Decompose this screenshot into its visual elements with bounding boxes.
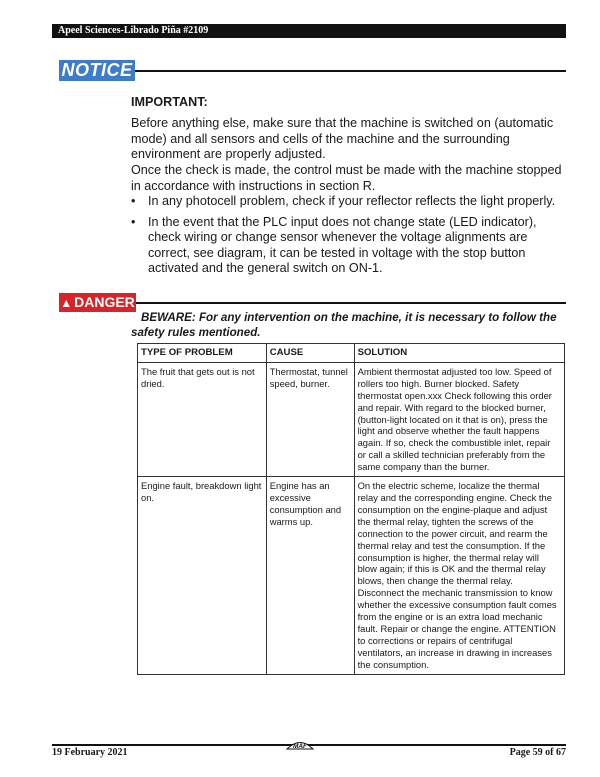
notice-divider (135, 70, 566, 72)
danger-label: DANGER (74, 294, 135, 310)
solution-cell: On the electric scheme, localize the thermal relay and the corresponding engine. Check the consumption on the engine-plaque and adjust the thermal relay, tighten the screws of the connection to the power circuit, and rearm the thermal relay and test the consumption. If the consumption is higher, the thermal relay will blow again; if this is OK and the thermal relay blows, then change the thermal relay. Disconnect the mechanic transmission to know whether the excessive consumption fault comes from the engine or is an extra load mechanic fault. Repair or change the engine. ATTENTION to corrections or repairs of centrifugal ventilators, an increase in drawing in increases the consumption. (354, 477, 564, 675)
page-header (52, 24, 566, 38)
problem-cell: The fruit that gets out is not dried. (138, 362, 267, 476)
danger-divider (136, 302, 566, 304)
bullet-text: In any photocell problem, check if your reflector reflects the light properly. (148, 194, 556, 208)
troubleshooting-table (137, 343, 565, 675)
notice-paragraph: Before anything else, make sure that the machine is switched on (automatic mode) and all sensors and cells of the machine and the surrounding environment are properly adjusted. (131, 116, 554, 161)
bullet-icon: • (131, 194, 136, 208)
notice-paragraph: Once the check is made, the control must be made with the machine stopped in accordance with instructions in section R. (131, 163, 562, 193)
beware-warning: BEWARE: For any intervention on the machine, it is necessary to follow the safety rules mentioned. (131, 311, 557, 339)
page-number: Page 59 of 67 (509, 747, 566, 758)
table-header-row (138, 344, 565, 363)
cause-cell: Thermostat, tunnel speed, burner. (266, 362, 354, 476)
column-header: TYPE OF PROBLEM (138, 344, 267, 363)
danger-badge (59, 293, 136, 312)
table-row (138, 362, 565, 476)
notice-banner (59, 60, 566, 82)
solution-cell: Ambient thermostat adjusted too low. Speed of rollers too high. Burner blocked. Safety thermostat open.xxx Check following this order and repair. With regard to the blocked burner, (button-light located on it that is on), press the light and observe whether the fault happens again. If so, check the combustible inlet, repair or call a skilled technician preferably from the same company than the burner. (354, 362, 564, 476)
column-header: SOLUTION (354, 344, 564, 363)
cause-cell: Engine has an excessive consumption and warms up. (266, 477, 354, 675)
list-item (131, 194, 566, 210)
important-heading: IMPORTANT: (131, 95, 208, 109)
list-item (131, 215, 566, 277)
header-title: Apeel Sciences-Librado Piña #2109 (58, 25, 209, 36)
notice-bullet-list (131, 194, 566, 282)
footer-date: 19 February 2021 (52, 747, 128, 758)
warning-triangle-icon: ▲ (60, 296, 73, 310)
bullet-text: In the event that the PLC input does not change state (LED indicator), check wiring or change sensor whenever the voltage alignments are correct, see diagram, it can be tested in voltage with the stop button activated and the general switch on ON-1. (148, 214, 537, 275)
notice-badge: NOTICE (59, 60, 135, 81)
column-header: CAUSE (266, 344, 354, 363)
table-row (138, 477, 565, 675)
logo-text: MAF (292, 743, 308, 750)
company-logo-icon (286, 738, 314, 750)
bullet-icon: • (131, 214, 136, 229)
problem-cell: Engine fault, breakdown light on. (138, 477, 267, 675)
